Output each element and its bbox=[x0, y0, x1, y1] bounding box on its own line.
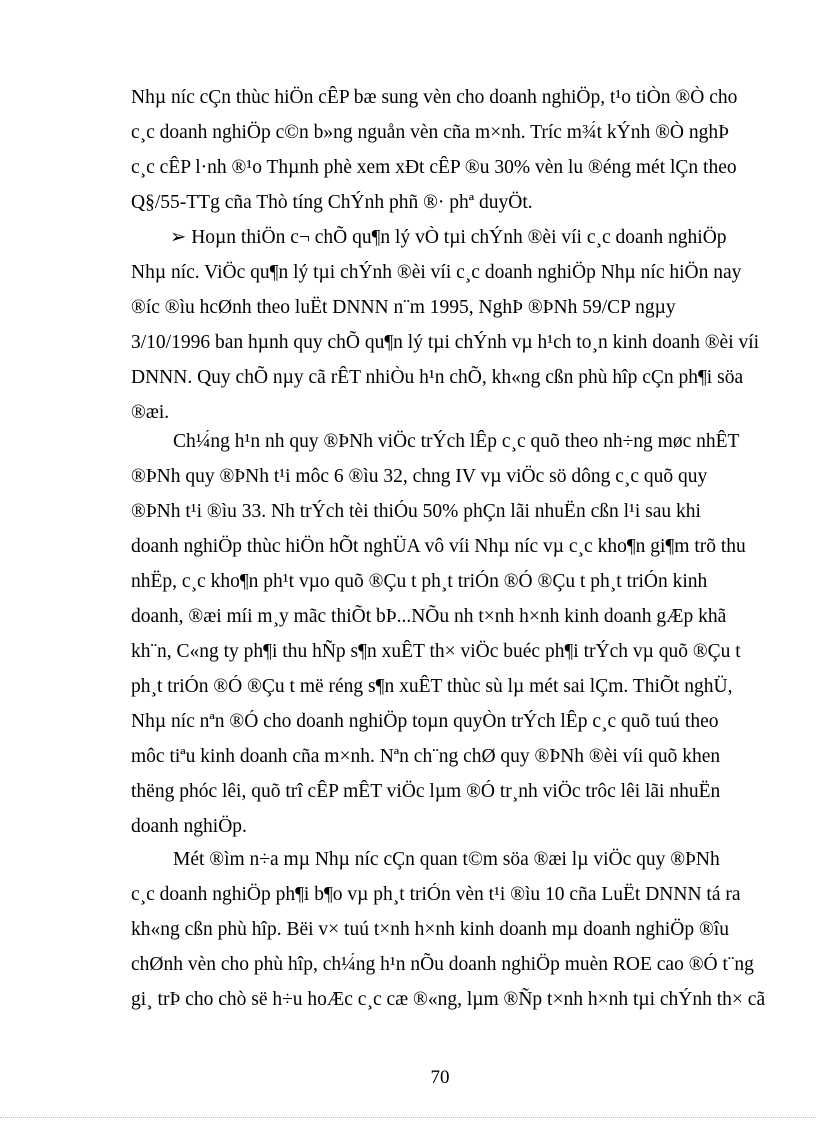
text-line: doanh nghiÖp. bbox=[131, 816, 247, 837]
page-number: 70 bbox=[430, 1067, 450, 1088]
text-line: 3/10/1996 ban hµnh quy chÕ qu¶n lý tµi chÝnh vµ h¹ch to¸n kinh doanh ®èi víi bbox=[131, 332, 760, 353]
text-line: thëng phóc lêi, quõ trî cÊP mÊT viÖc lµm ®Ó tr¸nh viÖc trôc lêi lãi nhuËn bbox=[131, 781, 721, 802]
text-line: doanh nghiÖp thùc hiÖn hÕt nghÜA vô víi Nhµ níc vµ c¸c kho¶n gi¶m trõ thu bbox=[131, 536, 746, 557]
text-line: gi¸ trÞ cho chò së h÷u hoÆc c¸c cæ ®«ng, lµm ®Ñp t×nh h×nh tµi chÝnh th× cã bbox=[131, 989, 766, 1010]
text-line: ®æi. bbox=[131, 402, 170, 423]
text-line: doanh, ®æi míi m¸y mãc thiÕt bÞ...NÕu nh t×nh h×nh kinh doanh gÆp khã bbox=[131, 606, 727, 627]
text-line: môc tiªu kinh doanh cña m×nh. Nªn ch¨ng chØ quy ®ÞNh ®èi víi quõ khen bbox=[131, 746, 721, 767]
text-line: kh«ng cßn phù hîp. Bëi v× tuú t×nh h×nh kinh doanh mµ doanh nghiÖp ®îu bbox=[131, 919, 729, 940]
text-line: ➢ Hoµn thiÖn c¬ chÕ qu¶n lý vÒ tµi chÝnh ®èi víi c¸c doanh nghiÖp bbox=[170, 227, 727, 248]
page-bottom-border bbox=[0, 1117, 816, 1118]
text-line: Ch¼́ng h¹n nh quy ®ÞNh viÖc trÝch lÊp c¸c quõ theo nh÷ng møc nhÊT bbox=[173, 431, 740, 452]
text-line: Nhµ níc. ViÖc qu¶n lý tµi chÝnh ®èi víi c¸c doanh nghiÖp Nhµ níc hiÖn nay bbox=[131, 262, 742, 283]
text-line: ®ÞNh quy ®ÞNh t¹i môc 6 ®ìu 32, chng IV vµ viÖc sö dông c¸c quõ quy bbox=[131, 466, 708, 487]
text-line: Nhµ níc cÇn thùc hiÖn cÊP bæ sung vèn cho doanh nghiÖp, t¹o tiÒn ®Ò cho bbox=[131, 87, 738, 108]
text-line: ®ÞNh t¹i ®ìu 33. Nh trÝch tèi thiÓu 50% phÇn lãi nhuËn cßn l¹i sau khi bbox=[131, 501, 701, 522]
text-line: ph¸t triÓn ®Ó ®Çu t më réng s¶n xuÊT thùc sù lµ mét sai lÇm. ThiÕt nghÜ, bbox=[131, 676, 733, 697]
text-line: c¸c doanh nghiÖp ph¶i b¶o vµ ph¸t triÓn vèn t¹i ®ìu 10 cña LuËt DNNN tá ra bbox=[131, 884, 741, 905]
text-line: kh¨n, C«ng ty ph¶i thu hÑp s¶n xuÊT th× viÖc buéc ph¶i trÝch vµ quõ ®Çu t bbox=[131, 641, 741, 662]
text-line: Q§/55-TTg cña Thò tíng ChÝnh phñ ®· phª duyÖt. bbox=[131, 192, 533, 213]
text-line: c¸c cÊP l·nh ®¹o Thµnh phè xem xÐt cÊP ®u 30% vèn lu ®éng mét lÇn theo bbox=[131, 157, 737, 178]
text-line: ®íc ®ìu hcØnh theo luËt DNNN n¨m 1995, NghÞ ®ÞNh 59/CP ngµy bbox=[131, 297, 676, 318]
text-line: chØnh vèn cho phù hîp, ch¼́ng h¹n nÕu doanh nghiÖp muèn ROE cao ®Ó t¨ng bbox=[131, 954, 754, 975]
text-line: c¸c doanh nghiÖp c©n b»ng nguån vèn cña m×nh. Tríc m¾́t kÝnh ®Ò nghÞ bbox=[131, 122, 729, 143]
text-line: nhËp, c¸c kho¶n ph¹t vµo quõ ®Çu t ph¸t triÓn ®Ó ®Çu t ph¸t triÓn kinh bbox=[131, 571, 708, 592]
text-line: DNNN. Quy chÕ nµy cã rÊT nhiÒu h¹n chÕ, kh«ng cßn phù hîp cÇn ph¶i söa bbox=[131, 367, 744, 388]
text-line: Nhµ níc nªn ®Ó cho doanh nghiÖp toµn quyÒn trÝch lÊp c¸c quõ tuú theo bbox=[131, 711, 719, 732]
text-line: Mét ®ìm n÷a mµ Nhµ níc cÇn quan t©m söa ®æi lµ viÖc quy ®ÞNh bbox=[173, 849, 720, 870]
